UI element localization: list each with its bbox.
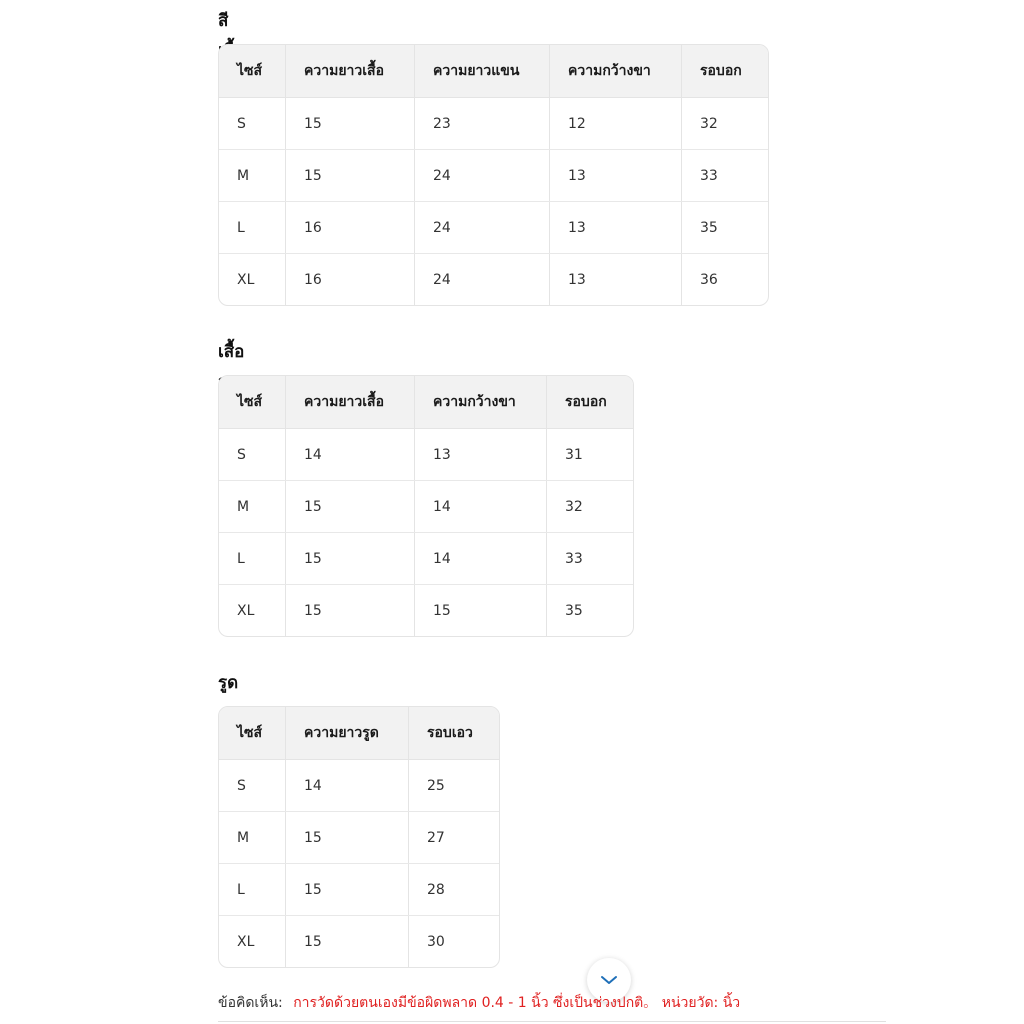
size-cell: S [219, 429, 286, 481]
table-row [219, 98, 768, 150]
measurement-cell: 15 [286, 481, 415, 533]
column-header: ไซส์ [219, 376, 286, 429]
table-header-row [219, 707, 499, 760]
table-row [219, 533, 633, 585]
section-title: รูด [218, 673, 239, 693]
column-header: ความยาวเสื้อ [286, 376, 415, 429]
table-row [219, 585, 633, 637]
measurement-cell: 27 [409, 812, 500, 864]
size-cell: XL [219, 916, 286, 968]
table-header-row [219, 376, 633, 429]
table-row [219, 429, 633, 481]
measurement-cell: 30 [427, 933, 445, 950]
size-table [218, 44, 769, 306]
measurement-cell: 15 [286, 864, 409, 916]
table-header-row [219, 45, 768, 98]
column-header: รอบอก [547, 376, 634, 429]
table-row [219, 812, 499, 864]
divider [218, 1021, 886, 1022]
measurement-cell: 35 [682, 202, 769, 254]
table-row [219, 150, 768, 202]
measurement-cell: 35 [565, 602, 583, 619]
measurement-cell: 13 [550, 254, 682, 306]
column-header: รอบเอว [409, 707, 500, 760]
size-table [218, 706, 500, 968]
measurement-cell: 24 [415, 150, 550, 202]
measurement-cell: 33 [547, 533, 634, 585]
note-label: ข้อคิดเห็น: [218, 995, 283, 1011]
size-cell: S [219, 98, 286, 150]
measurement-cell: 12 [550, 98, 682, 150]
table-row [219, 254, 768, 306]
size-cell: M [219, 481, 286, 533]
column-header: ความกว้างขา [415, 376, 547, 429]
measurement-cell: 25 [409, 760, 500, 812]
measurement-cell: 24 [415, 254, 550, 306]
size-cell: M [219, 812, 286, 864]
measurement-cell: 33 [682, 150, 769, 202]
section-title: เสื้อ [218, 342, 245, 362]
section-title: สี [218, 11, 229, 31]
measurement-cell: 31 [547, 429, 634, 481]
measurement-cell: 15 [286, 533, 415, 585]
measurement-cell: 16 [286, 202, 415, 254]
measurement-cell: 23 [415, 98, 550, 150]
table-row [219, 202, 768, 254]
column-header: ความยาวเสื้อ [286, 45, 415, 98]
measurement-cell: 13 [415, 429, 547, 481]
table-row [219, 916, 499, 968]
measurement-cell: 15 [286, 150, 415, 202]
measurement-cell: 13 [550, 150, 682, 202]
measurement-cell: 16 [286, 254, 415, 306]
column-header: ความยาวรูด [286, 707, 409, 760]
measurement-cell: 14 [415, 533, 547, 585]
measurement-cell: 15 [415, 585, 547, 637]
table-row [219, 760, 499, 812]
column-header: ไซส์ [219, 45, 286, 98]
measurement-cell: 14 [286, 429, 415, 481]
measurement-cell: 24 [415, 202, 550, 254]
size-table [218, 375, 634, 637]
size-cell: M [219, 150, 286, 202]
measurement-cell: 15 [286, 585, 415, 637]
measurement-cell: 15 [286, 98, 415, 150]
measurement-cell: 36 [700, 271, 718, 288]
note-text: การวัดด้วยตนเองมีข้อผิดพลาด 0.4 - 1 นิ้ว ซึ่งเป็นช่วงปกติ。 หน่วยวัด: นิ้ว [293, 995, 741, 1011]
size-cell: XL [219, 254, 286, 306]
size-cell: L [219, 533, 286, 585]
measurement-cell: 28 [409, 864, 500, 916]
measurement-cell: 32 [547, 481, 634, 533]
measurement-cell: 32 [682, 98, 769, 150]
size-cell: S [219, 760, 286, 812]
chevron-down-icon [600, 974, 618, 986]
table-row [219, 481, 633, 533]
column-header: รอบอก [682, 45, 769, 98]
size-cell: L [219, 864, 286, 916]
column-header: ไซส์ [219, 707, 286, 760]
column-header: ความกว้างขา [550, 45, 682, 98]
measurement-cell: 13 [550, 202, 682, 254]
size-cell: XL [219, 585, 286, 637]
measurement-cell: 15 [286, 916, 409, 968]
measurement-note [218, 992, 740, 1014]
table-row [219, 864, 499, 916]
measurement-cell: 14 [286, 760, 409, 812]
measurement-cell: 14 [415, 481, 547, 533]
size-cell: L [219, 202, 286, 254]
measurement-cell: 15 [286, 812, 409, 864]
column-header: ความยาวแขน [415, 45, 550, 98]
